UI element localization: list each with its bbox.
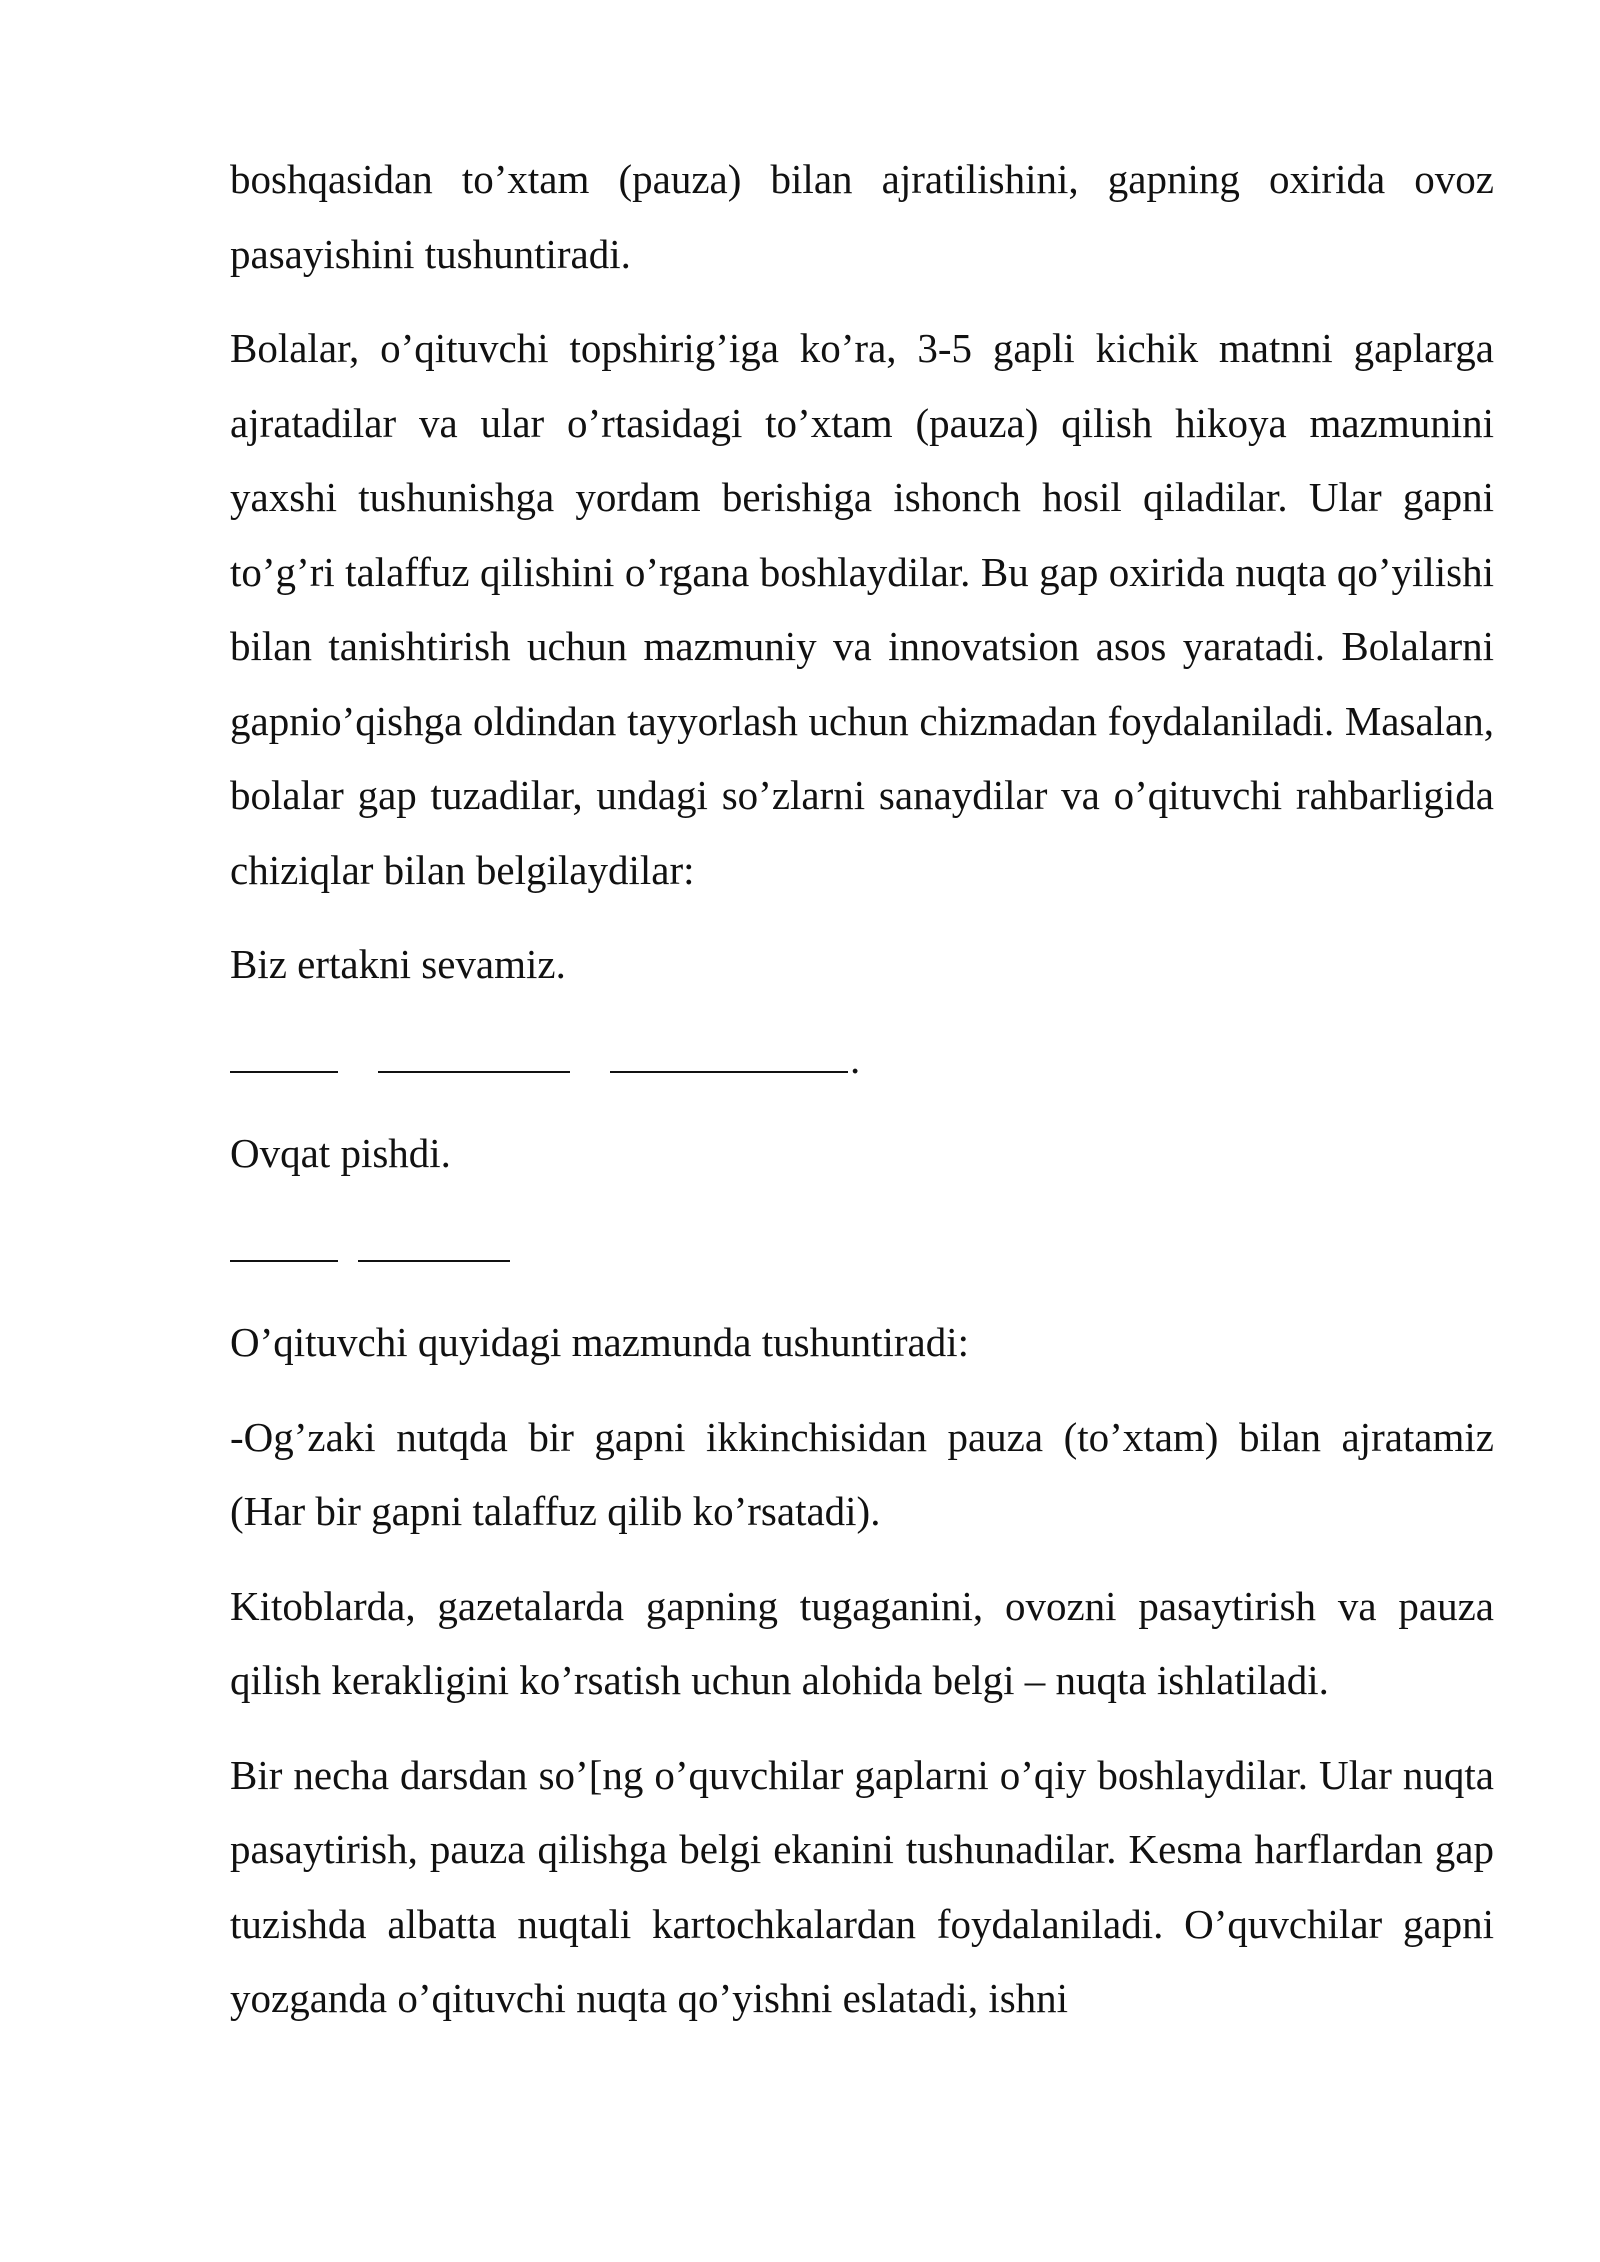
paragraph-5: Kitoblarda, gazetalarda gapning tugaganini, ovozni pasaytirish va pauza qilish kerakligini ko’rsatish uchun alohida belgi – nuqta ishlatiladi.	[230, 1582, 1494, 1703]
paragraph-3: O’qituvchi quyidagi mazmunda tushuntiradi:	[230, 1319, 970, 1365]
paragraph-4: -Og’zaki nutqda bir gapni ikkinchisidan pauza (to’xtam) bilan ajratamiz (Har bir gapni talaffuz qilib ko’rsatadi).	[230, 1413, 1494, 1534]
paragraph-2: Bolalar, o’qituvchi topshirig’iga ko’ra, 3-5 gapli kichik matnni gaplarga ajratadilar va ular o’rtasidagi to’xtam (pauza) qilish hikoya mazmunini yaxshi tushunishga yordam berishiga ishonch hosil qiladilar. Ular gapni to’g’ri talaffuz qilishini o’rgana boshlaydilar. Bu gap oxirida nuqta qo’yilishi bilan tanishtirish uchun mazmuniy va innovatsion asos yaratadi. Bolalarni gapnio’qishga oldindan tayyorlash uchun chizmadan foydalaniladi. Masalan, bolalar gap tuzadilar, undagi so’zlarni sanaydilar va o’qituvchi rahbarligida chiziqlar bilan belgilaydilar:	[230, 325, 1494, 893]
example-sentence-2: Ovqat pishdi.	[230, 1130, 451, 1176]
word-line	[230, 1260, 338, 1262]
word-scheme-1	[230, 1022, 1494, 1097]
word-scheme-2	[230, 1211, 1494, 1286]
paragraph-6: Bir necha darsdan so’[ng o’quvchilar gaplarni o’qiy boshlaydilar. Ular nuqta pasaytirish, pauza qilishga belgi ekanini tushunadilar. Kesma harflardan gap tuzishda albatta nuqtali kartochkalardan foydalaniladi. O’quvchilar gapni yozganda o’qituvchi nuqta qo’yishni eslatadi, ishni	[230, 1751, 1494, 2021]
document-page	[230, 142, 1494, 2056]
word-line	[610, 1071, 848, 1073]
word-line	[230, 1071, 338, 1073]
scheme-period: .	[850, 1035, 861, 1082]
word-line	[378, 1071, 570, 1073]
example-sentence-1: Biz ertakni sevamiz.	[230, 941, 566, 987]
paragraph-1: boshqasidan to’xtam (pauza) bilan ajratilishini, gapning oxirida ovoz pasayishini tushuntiradi.	[230, 156, 1494, 277]
word-line	[358, 1260, 510, 1262]
